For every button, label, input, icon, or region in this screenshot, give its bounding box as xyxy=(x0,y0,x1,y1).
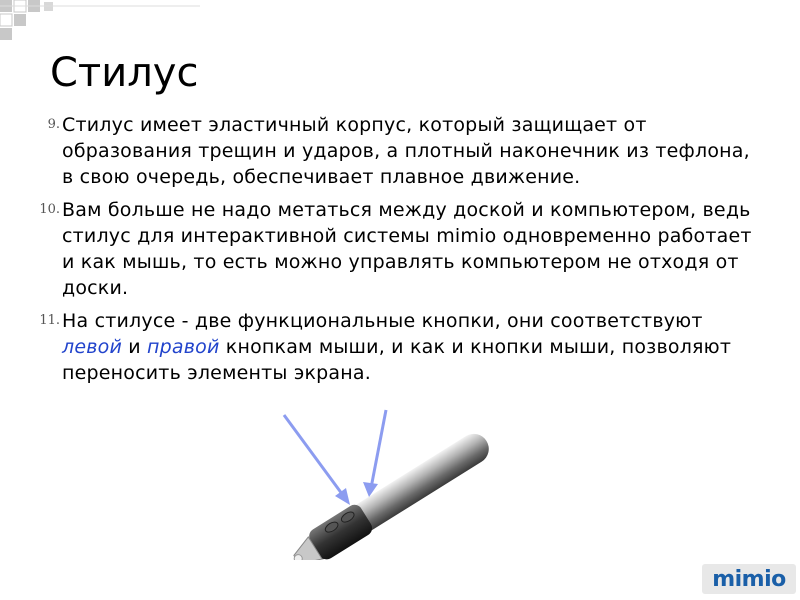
right-button-word: правой xyxy=(147,336,220,358)
item-number: 9. xyxy=(47,117,60,132)
item-text-start: На стилусе - две функциональные кнопки, они соответствуют xyxy=(62,310,703,332)
slide-title: Стилус xyxy=(50,50,199,96)
item-text: Стилус имеет эластичный корпус, который защищает от образования трещин и ударов, а плотный наконечник из тефлона, в свою очередь, обеспечивает плавное движение. xyxy=(62,114,750,188)
item-text xyxy=(62,308,758,386)
mimio-logo xyxy=(702,564,796,594)
list-item xyxy=(38,112,758,190)
stylus-image xyxy=(270,400,530,560)
corner-decoration xyxy=(0,0,200,50)
left-button-word: левой xyxy=(62,336,123,358)
item-text: Вам больше не надо метаться между доской и компьютером, ведь стилус для интерактивной системы mimio одновременно работает и как мышь, то есть можно управлять компьютером не отходя от доски. xyxy=(62,199,752,299)
logo-text: mimio xyxy=(712,566,786,592)
item-text-middle: и xyxy=(122,336,148,358)
list-item xyxy=(38,308,758,386)
item-text-end: кнопкам мыши, и как и кнопки мыши, позволяют переносить элементы экрана. xyxy=(62,336,732,384)
item-number: 11. xyxy=(39,313,60,328)
list-item xyxy=(38,197,758,301)
bullet-list xyxy=(38,112,758,393)
item-number: 10. xyxy=(39,202,60,217)
